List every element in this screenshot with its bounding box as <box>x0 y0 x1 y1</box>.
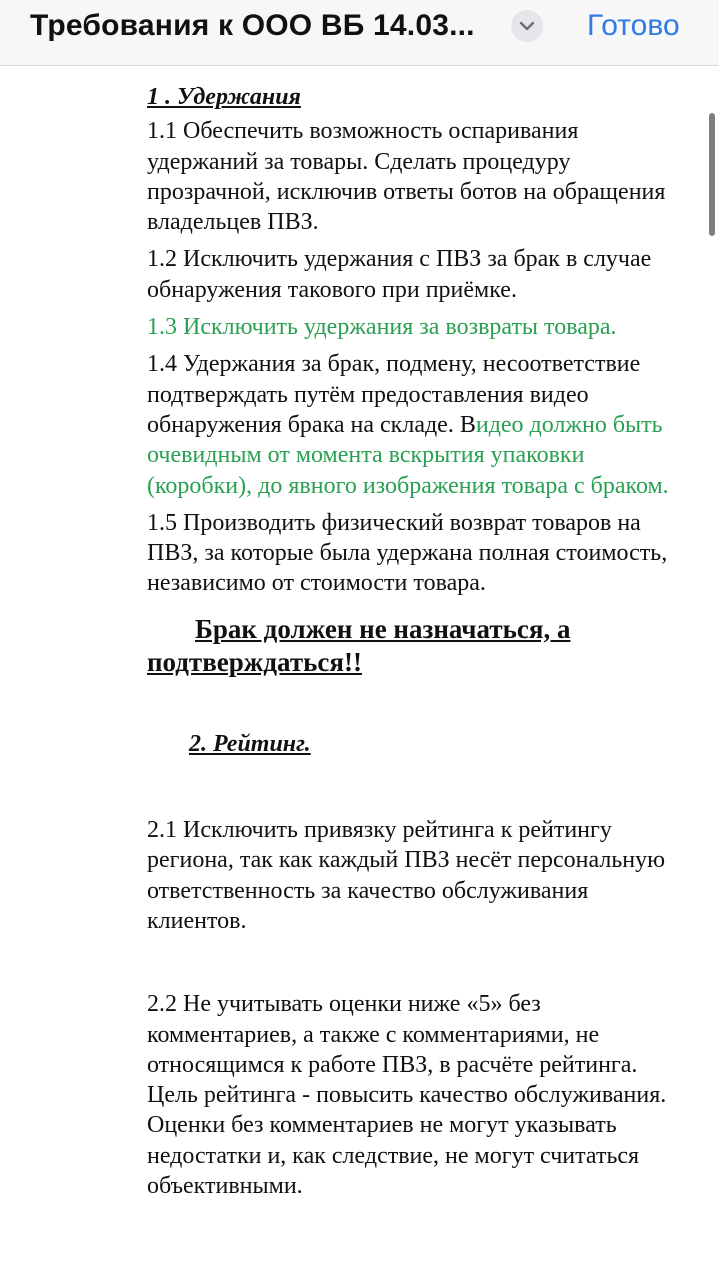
paragraph-1-4-text: 1.4 Удержания за брак, подмену, несоответствие подтверждать путём предоставления видео обнаружения брака на складе. В <box>147 351 641 438</box>
paragraph-2-1: 2.1 Исключить привязку рейтинга к рейтингу региона, так как каждый ПВЗ несёт персональную ответственность за качество обслуживания клиентов. <box>147 817 666 934</box>
section-heading-retentions: 1 . Удержания <box>147 84 301 110</box>
document-title: Требования к ООО ВБ 14.03... <box>30 9 475 42</box>
paragraph-1-3: 1.3 Исключить удержания за возвраты товара. <box>147 314 617 341</box>
paragraph-1-2: 1.2 Исключить удержания с ПВЗ за брак в случае обнаружения такового при приёмке. <box>147 246 652 303</box>
callout-statement: Брак должен не назначаться, а подтверждаться!! <box>147 613 571 677</box>
document-body <box>147 82 687 1208</box>
paragraph-1-4 <box>147 349 687 500</box>
paragraph-2-2: 2.2 Не учитывать оценки ниже «5» без комментариев, а также с комментариями, не относящимся к работе ПВЗ, в расчёте рейтинга. Цель рейтинга - повысить качество обслуживания. Оценки без комментариев не могут указывать недостатки и, как следствие, не могут считаться объективными. <box>147 991 667 1200</box>
paragraph-1-4-highlight: идео должно быть очевидным от момента вскрытия упаковки (коробки), до явного изображения товара с браком. <box>147 411 669 499</box>
chevron-down-icon <box>519 21 535 31</box>
paragraph-1-1: 1.1 Обеспечить возможность оспаривания удержаний за товары. Сделать процедуру прозрачной, исключив ответы ботов на обращения владельцев ПВЗ. <box>147 118 666 236</box>
scrollbar-thumb[interactable] <box>709 113 715 236</box>
done-button[interactable]: Готово <box>587 6 680 46</box>
paragraph-1-5: 1.5 Производить физический возврат товаров на ПВЗ, за которые была удержана полная стоимость, независимо от стоимости товара. <box>147 509 668 597</box>
top-bar <box>0 0 719 66</box>
title-menu-button[interactable] <box>511 10 543 42</box>
section-heading-rating: 2. Рейтинг. <box>189 730 311 757</box>
